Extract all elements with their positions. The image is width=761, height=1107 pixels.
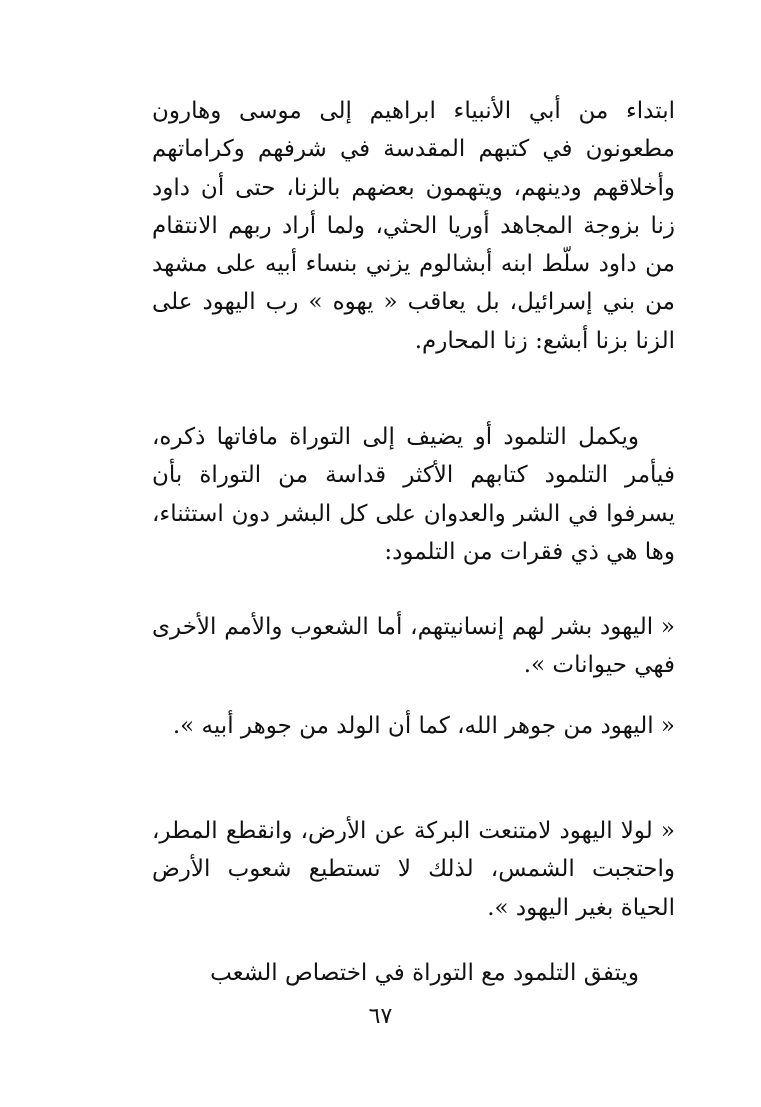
quote-text: « لولا اليهود لامتنعت البركة عن الأرض، وانقطع المطر، واحتجبت الشمس، لذلك لا تستطيع شعوب الأرض الحياة بغير اليهود ».: [152, 818, 675, 921]
quote-2: [152, 707, 675, 745]
paragraph-2: [152, 418, 675, 571]
paragraph-text: ابتداء من أبي الأنبياء ابراهيم إلى موسى وهارون مطعونون في كتبهم المقدسة في شرفهم وكراماتهم وأخلاقهم ودينهم، ويتهمون بعضهم بالزنا، حتى أن داود زنا بزوجة المجاهد أوريا الحثي، ولما أراد ربهم الانتقام من داود سلّط ابنه أبشالوم يزني بنساء أبيه على مشهد من بني إسرائيل، بل يعاقب « يهوه » رب اليهود على الزنا بزنا أبشع: زنا المحارم.: [152, 98, 675, 354]
quote-3: [152, 812, 675, 927]
page-number: ٦٧: [368, 1004, 393, 1029]
paragraph-text: ويكمل التلمود أو يضيف إلى التوراة مافاتها ذكره، فيأمر التلمود كتابهم الأكثر قداسة من التوراة بأن يسرفوا في الشر والعدوان على كل البشر دون استثناء، وها هي ذي فقرات من التلمود:: [152, 424, 675, 565]
paragraph-3: [152, 954, 675, 992]
paragraph-text: ويتفق التلمود مع التوراة في اختصاص الشعب: [210, 960, 639, 986]
paragraph-1: [152, 92, 675, 360]
quote-text: « اليهود بشر لهم إنسانيتهم، أما الشعوب والأمم الأخرى فهي حيوانات ».: [152, 614, 675, 679]
quote-1: [152, 608, 675, 685]
quote-text: « اليهود من جوهر الله، كما أن الولد من جوهر أبيه ».: [172, 713, 675, 739]
